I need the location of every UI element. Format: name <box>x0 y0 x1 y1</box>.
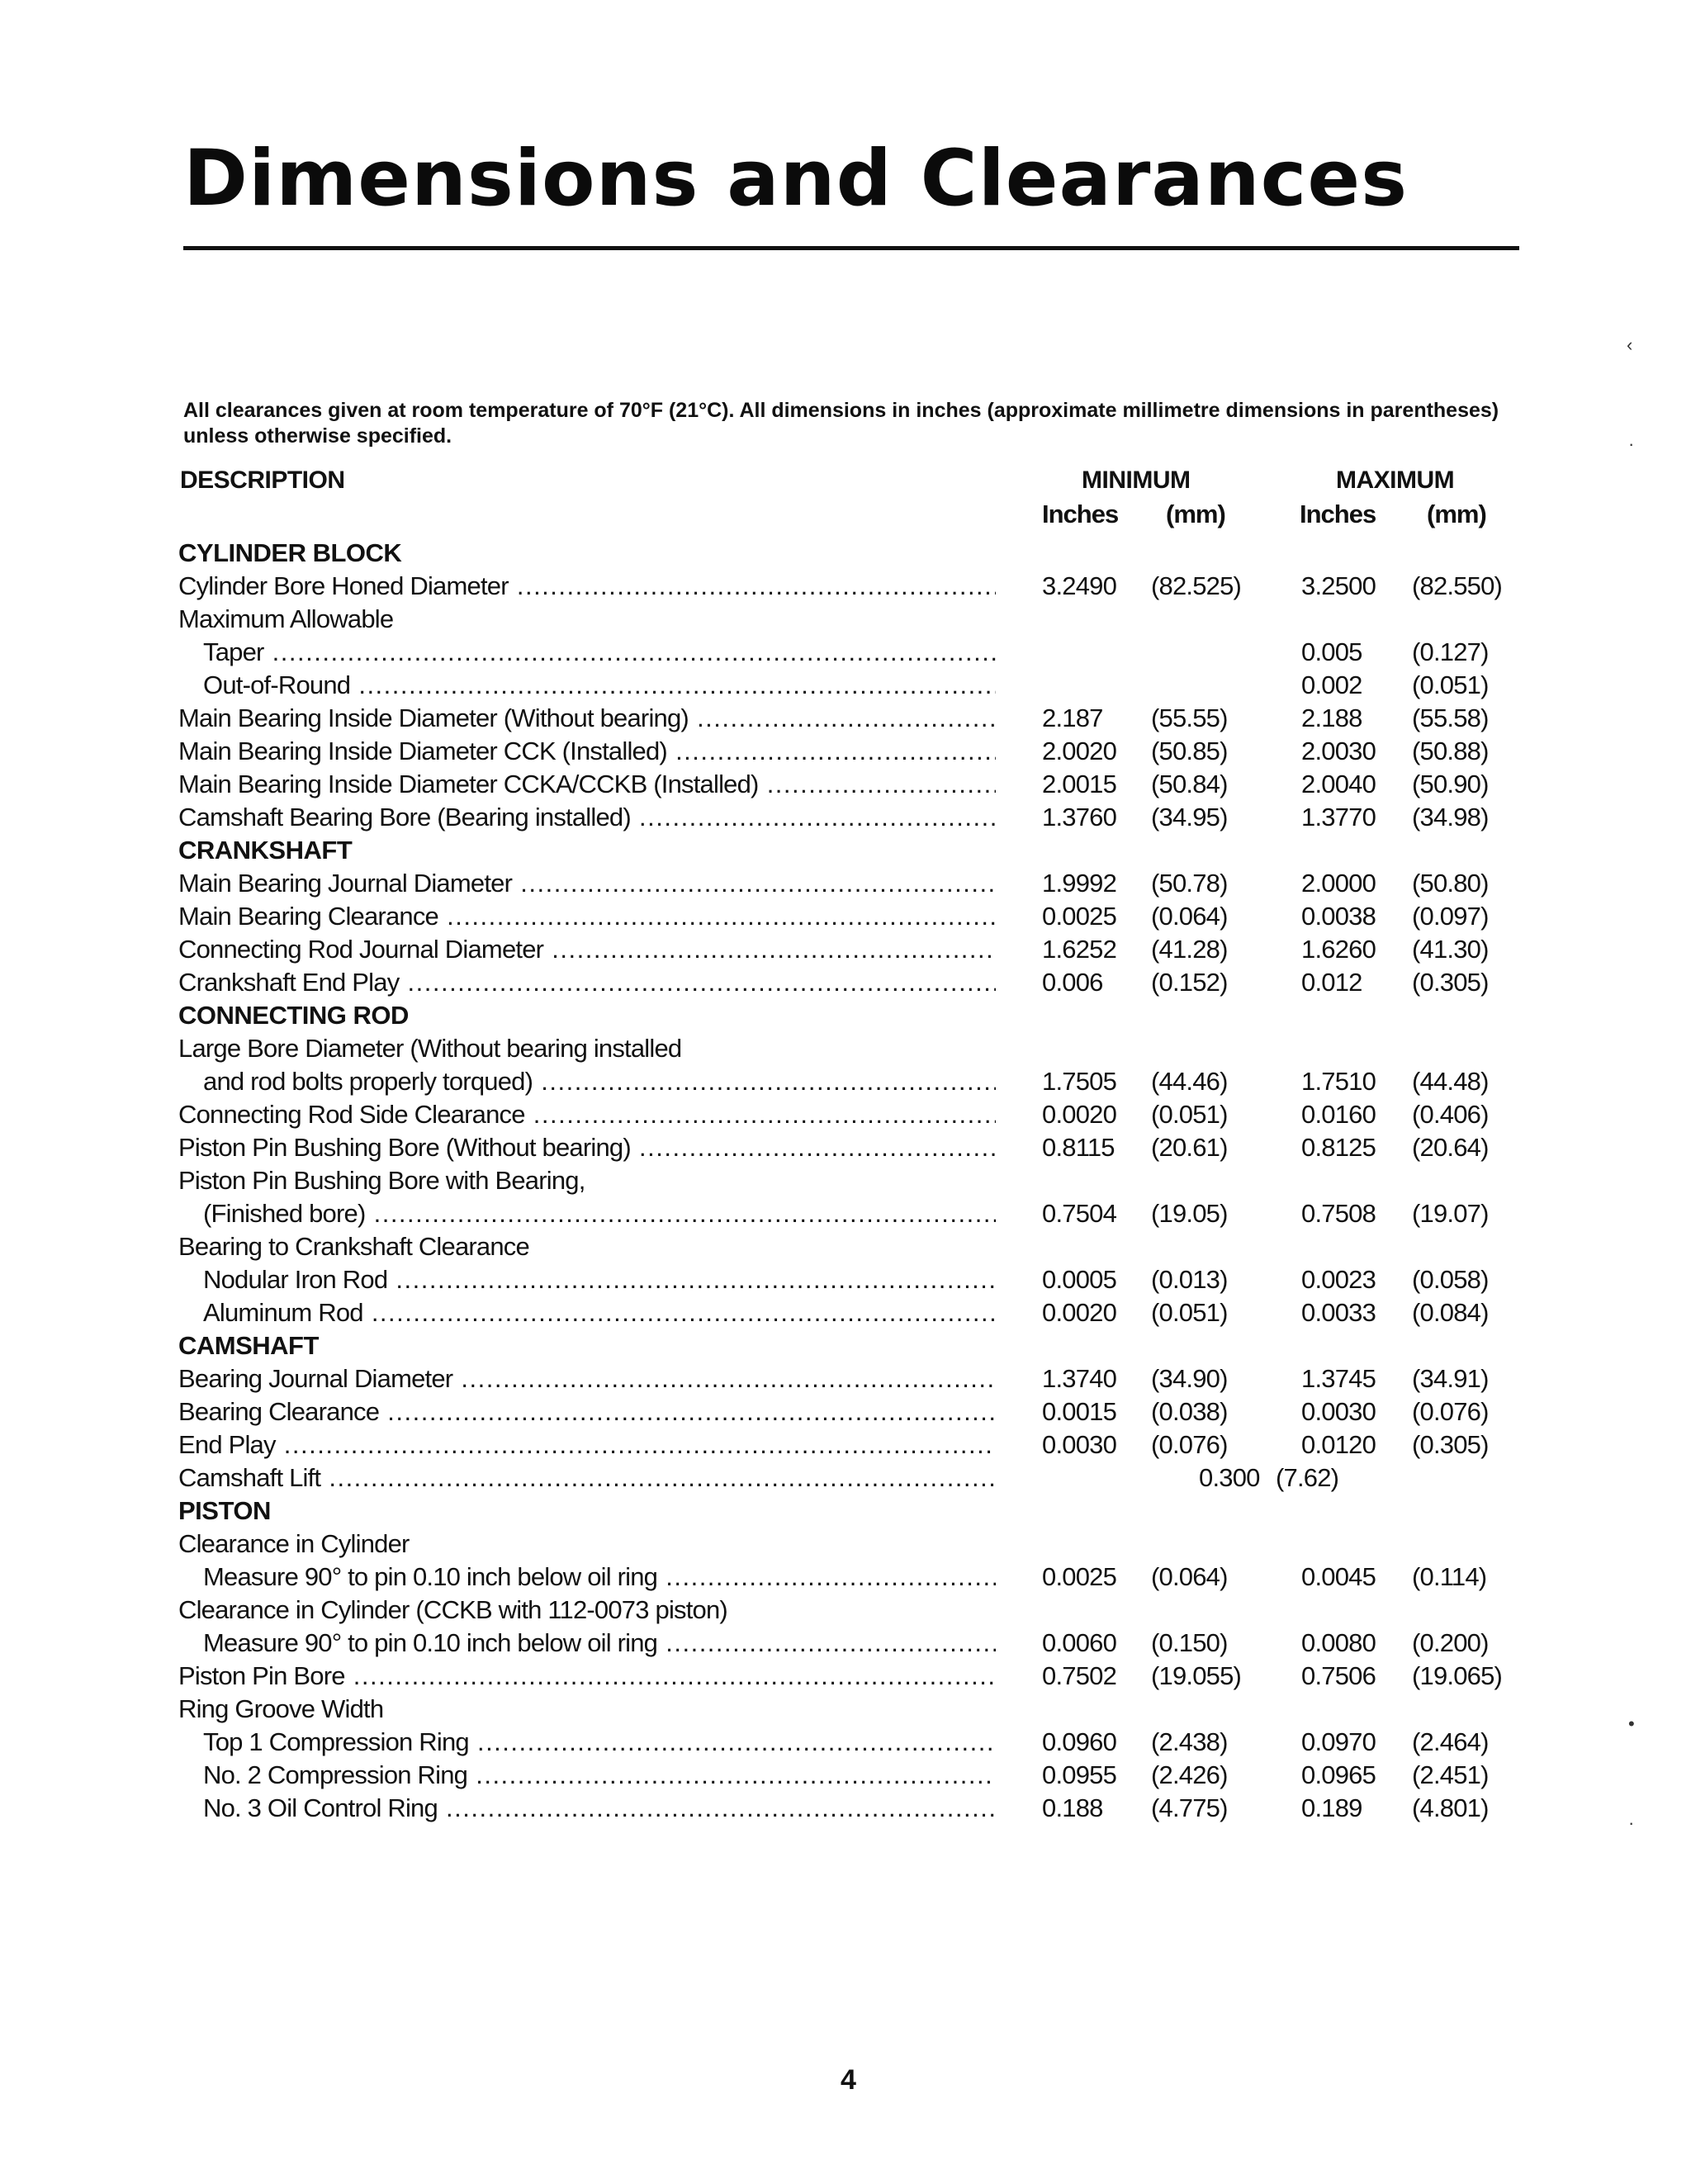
row-description: Camshaft Bearing Bore (Bearing installed) ..... <box>178 801 996 834</box>
section-title: CAMSHAFT <box>178 1331 319 1360</box>
page-number: 4 <box>841 2064 856 2096</box>
table-row <box>0 1594 1691 1627</box>
max-mm-cell: (0.114) <box>1412 1562 1487 1591</box>
max-mm-cell: (0.305) <box>1412 1430 1489 1459</box>
min-inches-cell: 1.7505 <box>1042 1067 1117 1096</box>
min-inches-cell: 0.0030 <box>1042 1430 1117 1459</box>
max-inches-cell: 0.0120 <box>1301 1430 1376 1459</box>
table-row <box>0 768 1691 801</box>
max-inches-cell: 0.8125 <box>1301 1133 1376 1162</box>
min-mm-cell: (50.84) <box>1151 770 1228 798</box>
max-inches-cell: 2.0040 <box>1301 770 1376 798</box>
max-mm-cell: (19.07) <box>1412 1199 1489 1228</box>
table-row <box>0 1726 1691 1759</box>
max-mm-cell: (0.127) <box>1412 637 1489 666</box>
row-description: Large Bore Diameter (Without bearing installed <box>178 1034 682 1063</box>
description-header: DESCRIPTION <box>180 467 345 494</box>
min-mm-header: (mm) <box>1166 500 1225 528</box>
scan-mark: • <box>1628 1713 1635 1734</box>
table-row <box>0 570 1691 603</box>
table-row <box>0 933 1691 966</box>
table-row <box>0 1065 1691 1098</box>
row-description: Nodular Iron Rod ..... <box>203 1263 996 1296</box>
max-inches-cell: 2.0030 <box>1301 737 1376 765</box>
section-heading <box>0 1329 1691 1362</box>
table-row <box>0 636 1691 669</box>
min-inches-cell: 1.6252 <box>1042 935 1117 964</box>
max-inches-cell: 0.0080 <box>1301 1628 1376 1657</box>
min-inches-cell: 2.0020 <box>1042 737 1117 765</box>
row-description: Main Bearing Inside Diameter CCKA/CCKB (Installed) ..... <box>178 768 996 801</box>
min-inches-header: Inches <box>1042 500 1119 528</box>
section-title: PISTON <box>178 1496 271 1525</box>
row-description: Main Bearing Clearance ..... <box>178 900 996 933</box>
min-inches-cell: 0.0020 <box>1042 1298 1117 1327</box>
row-description: Out-of-Round ..... <box>203 669 996 702</box>
min-mm-cell: (82.525) <box>1151 571 1242 600</box>
lift-mm-cell: (7.62) <box>1276 1463 1339 1492</box>
section-heading <box>0 999 1691 1032</box>
section-heading <box>0 834 1691 867</box>
max-inches-cell: 2.188 <box>1301 704 1362 732</box>
table-row <box>0 1428 1691 1462</box>
max-mm-cell: (34.98) <box>1412 803 1489 831</box>
table-row <box>0 603 1691 636</box>
max-mm-cell: (44.48) <box>1412 1067 1489 1096</box>
row-description: (Finished bore) ..... <box>203 1197 996 1230</box>
max-inches-cell: 0.012 <box>1301 968 1362 997</box>
table-row <box>0 735 1691 768</box>
min-inches-cell: 0.0020 <box>1042 1100 1117 1129</box>
min-mm-cell: (0.064) <box>1151 902 1228 931</box>
row-description: No. 3 Oil Control Ring ..... <box>203 1792 996 1825</box>
max-mm-cell: (0.200) <box>1412 1628 1489 1657</box>
max-mm-cell: (0.305) <box>1412 968 1489 997</box>
row-description: Bearing Journal Diameter ..... <box>178 1362 996 1395</box>
row-description: Main Bearing Journal Diameter ..... <box>178 867 996 900</box>
table-row <box>0 1098 1691 1131</box>
min-inches-cell: 0.0005 <box>1042 1265 1117 1294</box>
section-title: CYLINDER BLOCK <box>178 538 402 567</box>
max-mm-cell: (50.88) <box>1412 737 1489 765</box>
min-inches-cell: 3.2490 <box>1042 571 1117 600</box>
min-inches-cell: 0.0015 <box>1042 1397 1117 1426</box>
row-description: Clearance in Cylinder <box>178 1529 410 1558</box>
page-title: Dimensions and Clearances <box>183 134 1409 224</box>
table-row <box>0 867 1691 900</box>
min-inches-cell: 1.9992 <box>1042 869 1117 898</box>
max-mm-cell: (34.91) <box>1412 1364 1489 1393</box>
max-mm-header: (mm) <box>1427 500 1486 528</box>
row-description: Ring Groove Width <box>178 1694 384 1723</box>
table-row <box>0 1462 1691 1495</box>
min-mm-cell: (50.85) <box>1151 737 1228 765</box>
row-description: Main Bearing Inside Diameter (Without bearing) ..... <box>178 702 996 735</box>
table-row <box>0 1561 1691 1594</box>
min-mm-cell: (4.775) <box>1151 1793 1228 1822</box>
min-inches-cell: 2.187 <box>1042 704 1103 732</box>
minimum-header: MINIMUM <box>1082 467 1191 494</box>
min-mm-cell: (55.55) <box>1151 704 1228 732</box>
intro-note: All clearances given at room temperature of 70°F (21°C). All dimensions in inches (approximate millimetre dimensions in parentheses) unless otherwise specified. <box>183 399 1499 448</box>
min-inches-cell: 0.188 <box>1042 1793 1103 1822</box>
table-row <box>0 1627 1691 1660</box>
table-row <box>0 669 1691 702</box>
min-mm-cell: (20.61) <box>1151 1133 1228 1162</box>
title-rule <box>183 246 1519 250</box>
min-mm-cell: (34.95) <box>1151 803 1228 831</box>
table-row <box>0 1230 1691 1263</box>
min-mm-cell: (50.78) <box>1151 869 1228 898</box>
row-description: Piston Pin Bushing Bore with Bearing, <box>178 1166 585 1195</box>
row-description: Camshaft Lift ..... <box>178 1462 996 1495</box>
max-inches-cell: 2.0000 <box>1301 869 1376 898</box>
max-inches-cell: 0.0160 <box>1301 1100 1376 1129</box>
max-inches-cell: 0.189 <box>1301 1793 1362 1822</box>
row-description: Main Bearing Inside Diameter CCK (Installed) ..... <box>178 735 996 768</box>
min-inches-cell: 0.7504 <box>1042 1199 1117 1228</box>
min-mm-cell: (0.013) <box>1151 1265 1228 1294</box>
max-mm-cell: (50.80) <box>1412 869 1489 898</box>
max-mm-cell: (41.30) <box>1412 935 1489 964</box>
row-description: Measure 90° to pin 0.10 inch below oil ring ..... <box>203 1627 996 1660</box>
max-inches-header: Inches <box>1300 500 1376 528</box>
min-mm-cell: (0.150) <box>1151 1628 1228 1657</box>
min-inches-cell: 0.0960 <box>1042 1727 1117 1756</box>
max-inches-cell: 1.3770 <box>1301 803 1376 831</box>
max-inches-cell: 0.005 <box>1301 637 1362 666</box>
table-row <box>0 1164 1691 1197</box>
table-row <box>0 801 1691 834</box>
table-row <box>0 1131 1691 1164</box>
max-inches-cell: 0.002 <box>1301 670 1362 699</box>
max-inches-cell: 0.0038 <box>1301 902 1376 931</box>
table-row <box>0 1660 1691 1693</box>
lift-inches-cell: 0.300 <box>1199 1463 1260 1492</box>
row-description: Connecting Rod Journal Diameter ..... <box>178 933 996 966</box>
row-description: End Play ..... <box>178 1428 996 1462</box>
table-row <box>0 1395 1691 1428</box>
min-mm-cell: (2.426) <box>1151 1760 1228 1789</box>
min-inches-cell: 0.006 <box>1042 968 1103 997</box>
section-heading <box>0 537 1691 570</box>
max-inches-cell: 0.0970 <box>1301 1727 1376 1756</box>
max-mm-cell: (0.097) <box>1412 902 1489 931</box>
min-inches-cell: 0.8115 <box>1042 1133 1115 1162</box>
scan-mark: ‹ <box>1627 334 1633 355</box>
min-mm-cell: (0.064) <box>1151 1562 1228 1591</box>
min-mm-cell: (0.051) <box>1151 1298 1228 1327</box>
min-inches-cell: 0.0060 <box>1042 1628 1117 1657</box>
table-row <box>0 966 1691 999</box>
min-inches-cell: 1.3760 <box>1042 803 1117 831</box>
section-title: CONNECTING ROD <box>178 1001 409 1030</box>
max-mm-cell: (2.451) <box>1412 1760 1489 1789</box>
max-inches-cell: 0.0033 <box>1301 1298 1376 1327</box>
row-description: Cylinder Bore Honed Diameter ..... <box>178 570 996 603</box>
min-mm-cell: (0.051) <box>1151 1100 1228 1129</box>
row-description: Top 1 Compression Ring ..... <box>203 1726 996 1759</box>
row-description: Aluminum Rod ..... <box>203 1296 996 1329</box>
max-mm-cell: (0.084) <box>1412 1298 1489 1327</box>
min-mm-cell: (34.90) <box>1151 1364 1228 1393</box>
max-inches-cell: 0.0023 <box>1301 1265 1376 1294</box>
min-mm-cell: (0.152) <box>1151 968 1228 997</box>
max-mm-cell: (19.065) <box>1412 1661 1503 1690</box>
min-inches-cell: 2.0015 <box>1042 770 1117 798</box>
max-inches-cell: 0.7508 <box>1301 1199 1376 1228</box>
table-row <box>0 1759 1691 1792</box>
row-description: Taper ..... <box>203 636 996 669</box>
table-row <box>0 1362 1691 1395</box>
min-mm-cell: (2.438) <box>1151 1727 1228 1756</box>
row-description: Piston Pin Bushing Bore (Without bearing) ..... <box>178 1131 996 1164</box>
min-inches-cell: 0.0955 <box>1042 1760 1117 1789</box>
max-mm-cell: (50.90) <box>1412 770 1489 798</box>
max-inches-cell: 1.3745 <box>1301 1364 1376 1393</box>
row-description: and rod bolts properly torqued) ..... <box>203 1065 996 1098</box>
min-mm-cell: (0.038) <box>1151 1397 1228 1426</box>
row-description: No. 2 Compression Ring ..... <box>203 1759 996 1792</box>
max-mm-cell: (20.64) <box>1412 1133 1489 1162</box>
max-inches-cell: 1.7510 <box>1301 1067 1376 1096</box>
table-row <box>0 1528 1691 1561</box>
max-inches-cell: 0.7506 <box>1301 1661 1376 1690</box>
min-inches-cell: 0.7502 <box>1042 1661 1117 1690</box>
min-mm-cell: (0.076) <box>1151 1430 1228 1459</box>
min-inches-cell: 0.0025 <box>1042 1562 1117 1591</box>
min-mm-cell: (19.055) <box>1151 1661 1242 1690</box>
max-mm-cell: (55.58) <box>1412 704 1489 732</box>
max-inches-cell: 3.2500 <box>1301 571 1376 600</box>
min-mm-cell: (41.28) <box>1151 935 1228 964</box>
table-row <box>0 1296 1691 1329</box>
row-description: Measure 90° to pin 0.10 inch below oil ring ..... <box>203 1561 996 1594</box>
max-mm-cell: (0.076) <box>1412 1397 1489 1426</box>
max-mm-cell: (2.464) <box>1412 1727 1489 1756</box>
scan-mark: · <box>1628 433 1635 454</box>
maximum-header: MAXIMUM <box>1336 467 1455 494</box>
max-mm-cell: (0.051) <box>1412 670 1489 699</box>
max-mm-cell: (82.550) <box>1412 571 1503 600</box>
table-row <box>0 1032 1691 1065</box>
max-mm-cell: (4.801) <box>1412 1793 1489 1822</box>
max-inches-cell: 0.0045 <box>1301 1562 1376 1591</box>
max-inches-cell: 0.0030 <box>1301 1397 1376 1426</box>
table-row <box>0 1197 1691 1230</box>
section-heading <box>0 1495 1691 1528</box>
max-inches-cell: 1.6260 <box>1301 935 1376 964</box>
row-description: Piston Pin Bore ..... <box>178 1660 996 1693</box>
table-row <box>0 900 1691 933</box>
table-row <box>0 1792 1691 1825</box>
min-inches-cell: 0.0025 <box>1042 902 1117 931</box>
max-mm-cell: (0.058) <box>1412 1265 1489 1294</box>
row-description: Clearance in Cylinder (CCKB with 112-0073 piston) <box>178 1595 727 1624</box>
min-inches-cell: 1.3740 <box>1042 1364 1117 1393</box>
scan-mark: · <box>1628 1812 1635 1833</box>
row-description: Bearing to Crankshaft Clearance <box>178 1232 529 1261</box>
max-inches-cell: 0.0965 <box>1301 1760 1376 1789</box>
table-row <box>0 1263 1691 1296</box>
section-title: CRANKSHAFT <box>178 836 353 865</box>
row-description: Connecting Rod Side Clearance ..... <box>178 1098 996 1131</box>
min-mm-cell: (44.46) <box>1151 1067 1228 1096</box>
table-row <box>0 1693 1691 1726</box>
table-row <box>0 702 1691 735</box>
row-description: Crankshaft End Play ..... <box>178 966 996 999</box>
min-mm-cell: (19.05) <box>1151 1199 1228 1228</box>
row-description: Maximum Allowable <box>178 604 394 633</box>
max-mm-cell: (0.406) <box>1412 1100 1489 1129</box>
row-description: Bearing Clearance ..... <box>178 1395 996 1428</box>
